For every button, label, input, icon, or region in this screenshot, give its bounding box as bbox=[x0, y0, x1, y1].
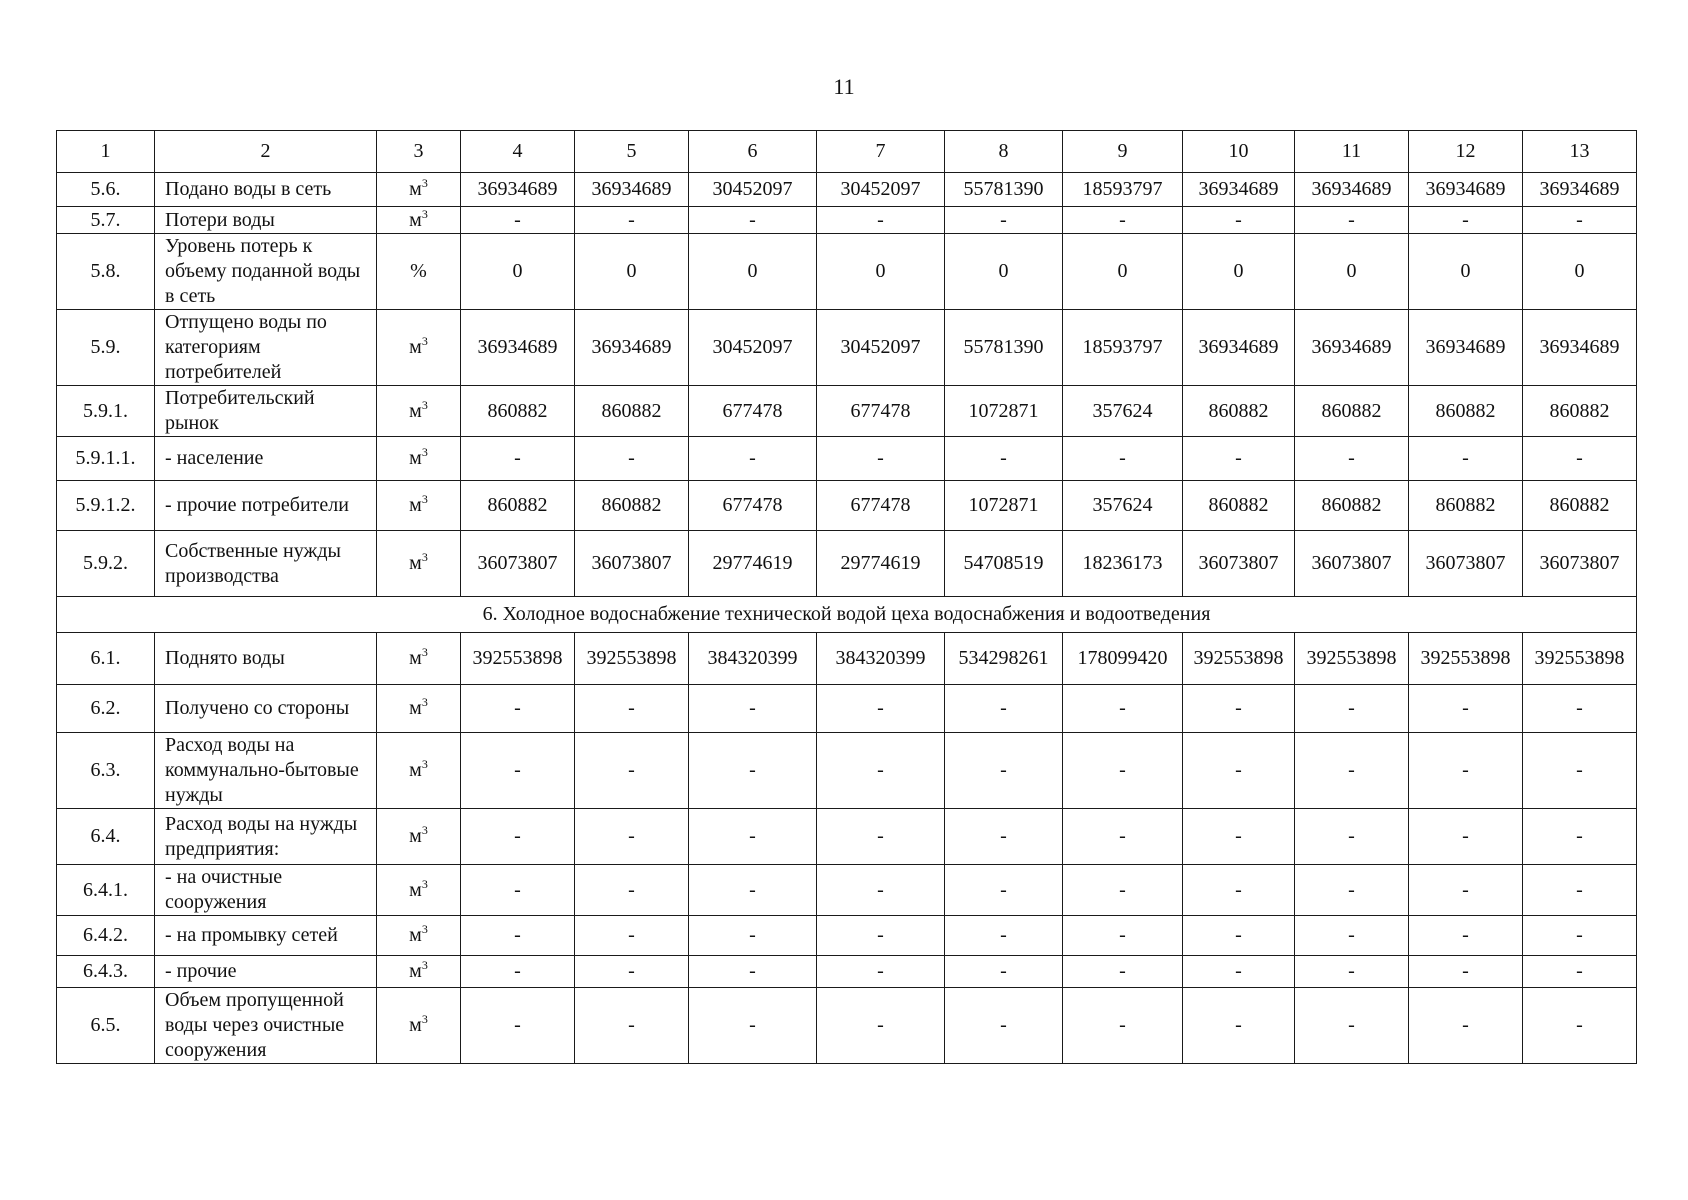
value-cell: - bbox=[945, 956, 1063, 988]
unit-text: м bbox=[409, 697, 422, 719]
row-unit bbox=[377, 207, 461, 234]
table-row bbox=[57, 173, 1637, 207]
value-cell: - bbox=[945, 733, 1063, 809]
header-row bbox=[57, 131, 1637, 173]
value-cell: 55781390 bbox=[945, 173, 1063, 207]
table-row bbox=[57, 386, 1637, 437]
value-cell: 860882 bbox=[1409, 386, 1523, 437]
value-cell: - bbox=[1063, 207, 1183, 234]
value-cell: - bbox=[689, 916, 817, 956]
value-cell: - bbox=[461, 437, 575, 481]
unit-text: м bbox=[409, 647, 422, 669]
row-code: 5.9.2. bbox=[57, 531, 155, 597]
value-cell: 36073807 bbox=[1409, 531, 1523, 597]
value-cell: - bbox=[1523, 865, 1637, 916]
row-unit bbox=[377, 988, 461, 1064]
value-cell: - bbox=[1063, 956, 1183, 988]
value-cell: 677478 bbox=[689, 386, 817, 437]
value-cell: - bbox=[1409, 916, 1523, 956]
value-cell: - bbox=[461, 956, 575, 988]
value-cell: - bbox=[817, 685, 945, 733]
value-cell: 0 bbox=[1063, 234, 1183, 310]
column-header: 12 bbox=[1409, 131, 1523, 173]
value-cell: 392553898 bbox=[1295, 633, 1409, 685]
value-cell: 860882 bbox=[461, 386, 575, 437]
row-code: 6.2. bbox=[57, 685, 155, 733]
row-unit bbox=[377, 916, 461, 956]
row-unit bbox=[377, 310, 461, 386]
column-header: 9 bbox=[1063, 131, 1183, 173]
value-cell: 18593797 bbox=[1063, 173, 1183, 207]
value-cell: 677478 bbox=[817, 386, 945, 437]
value-cell: - bbox=[1183, 865, 1295, 916]
value-cell: - bbox=[945, 437, 1063, 481]
value-cell: - bbox=[689, 437, 817, 481]
value-cell: - bbox=[1409, 809, 1523, 865]
value-cell: - bbox=[461, 988, 575, 1064]
column-header: 13 bbox=[1523, 131, 1637, 173]
unit-text: м bbox=[409, 494, 422, 516]
value-cell: 0 bbox=[945, 234, 1063, 310]
row-unit bbox=[377, 809, 461, 865]
column-header: 5 bbox=[575, 131, 689, 173]
value-cell: - bbox=[461, 685, 575, 733]
column-header: 4 bbox=[461, 131, 575, 173]
value-cell: - bbox=[1063, 685, 1183, 733]
row-code: 5.9. bbox=[57, 310, 155, 386]
value-cell: 0 bbox=[461, 234, 575, 310]
row-code: 5.8. bbox=[57, 234, 155, 310]
value-cell: 860882 bbox=[575, 386, 689, 437]
row-label: Уровень потерь к объему поданной воды в сеть bbox=[155, 234, 377, 310]
value-cell: - bbox=[945, 207, 1063, 234]
value-cell: - bbox=[461, 865, 575, 916]
row-label: Собственные нужды производства bbox=[155, 531, 377, 597]
column-header: 10 bbox=[1183, 131, 1295, 173]
unit-text: м bbox=[409, 759, 422, 781]
table-row bbox=[57, 988, 1637, 1064]
value-cell: 384320399 bbox=[817, 633, 945, 685]
unit-text: м bbox=[409, 178, 422, 200]
value-cell: - bbox=[817, 733, 945, 809]
unit-superscript: 3 bbox=[421, 176, 428, 190]
value-cell: 30452097 bbox=[689, 310, 817, 386]
row-label: Подано воды в сеть bbox=[155, 173, 377, 207]
unit-superscript: 3 bbox=[421, 958, 428, 972]
value-cell: - bbox=[1523, 956, 1637, 988]
unit-text: м bbox=[409, 1014, 422, 1036]
row-label: Потери воды bbox=[155, 207, 377, 234]
row-unit bbox=[377, 733, 461, 809]
unit-superscript: 3 bbox=[421, 757, 428, 771]
unit-superscript: 3 bbox=[421, 550, 428, 564]
row-code: 5.9.1. bbox=[57, 386, 155, 437]
value-cell: 0 bbox=[1295, 234, 1409, 310]
value-cell: 860882 bbox=[1183, 481, 1295, 531]
value-cell: 392553898 bbox=[575, 633, 689, 685]
value-cell: 1072871 bbox=[945, 481, 1063, 531]
row-code: 5.9.1.2. bbox=[57, 481, 155, 531]
value-cell: - bbox=[1523, 207, 1637, 234]
value-cell: - bbox=[575, 956, 689, 988]
row-unit bbox=[377, 865, 461, 916]
value-cell: - bbox=[1063, 809, 1183, 865]
value-cell: - bbox=[575, 865, 689, 916]
row-code: 5.6. bbox=[57, 173, 155, 207]
value-cell: 860882 bbox=[1409, 481, 1523, 531]
value-cell: - bbox=[817, 437, 945, 481]
unit-text: м bbox=[409, 825, 422, 847]
value-cell: 0 bbox=[817, 234, 945, 310]
row-unit bbox=[377, 234, 461, 310]
value-cell: - bbox=[1409, 956, 1523, 988]
unit-text: м bbox=[409, 336, 422, 358]
value-cell: - bbox=[575, 207, 689, 234]
value-cell: - bbox=[1063, 865, 1183, 916]
column-header: 2 bbox=[155, 131, 377, 173]
row-unit bbox=[377, 437, 461, 481]
row-unit bbox=[377, 685, 461, 733]
row-code: 5.7. bbox=[57, 207, 155, 234]
table-row bbox=[57, 310, 1637, 386]
row-label: - прочие bbox=[155, 956, 377, 988]
row-unit bbox=[377, 956, 461, 988]
value-cell: - bbox=[1523, 916, 1637, 956]
value-cell: - bbox=[817, 809, 945, 865]
value-cell: - bbox=[461, 207, 575, 234]
value-cell: 677478 bbox=[817, 481, 945, 531]
unit-text: м bbox=[409, 924, 422, 946]
table-row bbox=[57, 733, 1637, 809]
value-cell: - bbox=[575, 733, 689, 809]
value-cell: - bbox=[945, 916, 1063, 956]
value-cell: 36934689 bbox=[461, 173, 575, 207]
unit-superscript: 3 bbox=[421, 334, 428, 348]
row-label: Расход воды на нужды предприятия: bbox=[155, 809, 377, 865]
value-cell: - bbox=[575, 916, 689, 956]
table-row bbox=[57, 633, 1637, 685]
value-cell: 36934689 bbox=[1409, 310, 1523, 386]
unit-superscript: 3 bbox=[421, 823, 428, 837]
row-label: Отпущено воды по категориям потребителей bbox=[155, 310, 377, 386]
value-cell: - bbox=[575, 437, 689, 481]
row-label: Получено со стороны bbox=[155, 685, 377, 733]
value-cell: 36073807 bbox=[461, 531, 575, 597]
value-cell: 29774619 bbox=[817, 531, 945, 597]
value-cell: - bbox=[817, 988, 945, 1064]
value-cell: - bbox=[1523, 988, 1637, 1064]
table-row bbox=[57, 207, 1637, 234]
row-unit bbox=[377, 386, 461, 437]
value-cell: - bbox=[1409, 733, 1523, 809]
row-unit bbox=[377, 531, 461, 597]
unit-text: м bbox=[409, 208, 422, 231]
unit-superscript: 3 bbox=[421, 397, 428, 412]
value-cell: - bbox=[1063, 916, 1183, 956]
row-code: 5.9.1.1. bbox=[57, 437, 155, 481]
value-cell: - bbox=[575, 685, 689, 733]
unit-superscript: 3 bbox=[421, 1012, 428, 1026]
value-cell: - bbox=[689, 956, 817, 988]
value-cell: 178099420 bbox=[1063, 633, 1183, 685]
value-cell: 36073807 bbox=[1183, 531, 1295, 597]
value-cell: - bbox=[1183, 685, 1295, 733]
value-cell: 36073807 bbox=[1523, 531, 1637, 597]
value-cell: 0 bbox=[575, 234, 689, 310]
value-cell: - bbox=[945, 809, 1063, 865]
value-cell: 357624 bbox=[1063, 386, 1183, 437]
value-cell: - bbox=[1183, 916, 1295, 956]
column-header: 11 bbox=[1295, 131, 1409, 173]
value-cell: - bbox=[689, 685, 817, 733]
value-cell: 677478 bbox=[689, 481, 817, 531]
value-cell: - bbox=[1295, 988, 1409, 1064]
value-cell: 860882 bbox=[461, 481, 575, 531]
row-label: - прочие потребители bbox=[155, 481, 377, 531]
unit-superscript: 3 bbox=[421, 876, 428, 891]
unit-superscript: 3 bbox=[421, 206, 428, 221]
value-cell: 55781390 bbox=[945, 310, 1063, 386]
section-title: 6. Холодное водоснабжение технической водой цеха водоснабжения и водоотведения bbox=[57, 597, 1637, 633]
value-cell: 384320399 bbox=[689, 633, 817, 685]
value-cell: - bbox=[1295, 733, 1409, 809]
value-cell: 357624 bbox=[1063, 481, 1183, 531]
value-cell: - bbox=[1409, 685, 1523, 733]
unit-text: м bbox=[409, 552, 422, 574]
value-cell: - bbox=[1183, 733, 1295, 809]
value-cell: - bbox=[1183, 207, 1295, 234]
table-row bbox=[57, 531, 1637, 597]
value-cell: - bbox=[1063, 733, 1183, 809]
value-cell: - bbox=[461, 809, 575, 865]
row-code: 6.4.1. bbox=[57, 865, 155, 916]
value-cell: 54708519 bbox=[945, 531, 1063, 597]
value-cell: - bbox=[1523, 437, 1637, 481]
value-cell: - bbox=[1295, 916, 1409, 956]
value-cell: 392553898 bbox=[1409, 633, 1523, 685]
unit-superscript: 3 bbox=[421, 645, 428, 659]
unit-text: м bbox=[409, 960, 422, 982]
row-label: Объем пропущенной воды через очистные сооружения bbox=[155, 988, 377, 1064]
value-cell: - bbox=[1063, 988, 1183, 1064]
row-label: - на промывку сетей bbox=[155, 916, 377, 956]
column-header: 3 bbox=[377, 131, 461, 173]
value-cell: - bbox=[945, 685, 1063, 733]
unit-text: % bbox=[410, 260, 427, 282]
row-code: 6.4. bbox=[57, 809, 155, 865]
value-cell: - bbox=[689, 988, 817, 1064]
value-cell: - bbox=[945, 865, 1063, 916]
column-header: 7 bbox=[817, 131, 945, 173]
value-cell: - bbox=[689, 207, 817, 234]
value-cell: 1072871 bbox=[945, 386, 1063, 437]
row-unit bbox=[377, 173, 461, 207]
row-code: 6.3. bbox=[57, 733, 155, 809]
value-cell: - bbox=[1523, 685, 1637, 733]
value-cell: - bbox=[1063, 437, 1183, 481]
value-cell: - bbox=[817, 865, 945, 916]
value-cell: 29774619 bbox=[689, 531, 817, 597]
unit-superscript: 3 bbox=[421, 445, 428, 459]
page-number: 11 bbox=[833, 74, 855, 99]
value-cell: 36934689 bbox=[575, 310, 689, 386]
unit-text: м bbox=[409, 399, 422, 422]
value-cell: 392553898 bbox=[461, 633, 575, 685]
value-cell: 0 bbox=[689, 234, 817, 310]
row-code: 6.5. bbox=[57, 988, 155, 1064]
value-cell: 860882 bbox=[1183, 386, 1295, 437]
value-cell: 36934689 bbox=[1295, 173, 1409, 207]
value-cell: 36934689 bbox=[1183, 173, 1295, 207]
value-cell: - bbox=[817, 207, 945, 234]
value-cell: - bbox=[1295, 956, 1409, 988]
value-cell: 36073807 bbox=[575, 531, 689, 597]
unit-text: м bbox=[409, 878, 422, 901]
value-cell: 860882 bbox=[575, 481, 689, 531]
value-cell: - bbox=[945, 988, 1063, 1064]
value-cell: - bbox=[1295, 865, 1409, 916]
table-row bbox=[57, 916, 1637, 956]
value-cell: 18593797 bbox=[1063, 310, 1183, 386]
data-table bbox=[56, 130, 1637, 1064]
table-row bbox=[57, 809, 1637, 865]
value-cell: - bbox=[1295, 437, 1409, 481]
unit-superscript: 3 bbox=[421, 492, 428, 506]
value-cell: - bbox=[1523, 733, 1637, 809]
row-code: 6.1. bbox=[57, 633, 155, 685]
value-cell: 392553898 bbox=[1183, 633, 1295, 685]
value-cell: - bbox=[1409, 988, 1523, 1064]
value-cell: - bbox=[575, 809, 689, 865]
value-cell: 18236173 bbox=[1063, 531, 1183, 597]
value-cell: 36934689 bbox=[575, 173, 689, 207]
value-cell: 36934689 bbox=[1523, 173, 1637, 207]
unit-superscript: 3 bbox=[421, 695, 428, 709]
value-cell: 30452097 bbox=[817, 310, 945, 386]
unit-superscript: 3 bbox=[421, 922, 428, 936]
table-row bbox=[57, 685, 1637, 733]
value-cell: - bbox=[689, 865, 817, 916]
column-header: 1 bbox=[57, 131, 155, 173]
row-code: 6.4.2. bbox=[57, 916, 155, 956]
value-cell: 860882 bbox=[1523, 386, 1637, 437]
value-cell: 860882 bbox=[1295, 481, 1409, 531]
row-code: 6.4.3. bbox=[57, 956, 155, 988]
value-cell: 860882 bbox=[1295, 386, 1409, 437]
value-cell: - bbox=[1409, 865, 1523, 916]
value-cell: - bbox=[1295, 685, 1409, 733]
row-label: - на очистные сооружения bbox=[155, 865, 377, 916]
value-cell: 36934689 bbox=[1523, 310, 1637, 386]
value-cell: - bbox=[689, 733, 817, 809]
value-cell: 36934689 bbox=[1183, 310, 1295, 386]
table-row bbox=[57, 437, 1637, 481]
value-cell: 392553898 bbox=[1523, 633, 1637, 685]
table-row bbox=[57, 865, 1637, 916]
value-cell: - bbox=[461, 916, 575, 956]
value-cell: - bbox=[1409, 437, 1523, 481]
value-cell: 36073807 bbox=[1295, 531, 1409, 597]
value-cell: - bbox=[575, 988, 689, 1064]
row-unit bbox=[377, 481, 461, 531]
value-cell: - bbox=[1295, 207, 1409, 234]
table-body bbox=[57, 131, 1637, 1064]
table-row bbox=[57, 956, 1637, 988]
value-cell: 30452097 bbox=[817, 173, 945, 207]
row-label: Поднято воды bbox=[155, 633, 377, 685]
value-cell: - bbox=[1183, 988, 1295, 1064]
value-cell: 0 bbox=[1523, 234, 1637, 310]
unit-text: м bbox=[409, 447, 422, 469]
table-row bbox=[57, 481, 1637, 531]
value-cell: - bbox=[1183, 956, 1295, 988]
value-cell: 534298261 bbox=[945, 633, 1063, 685]
value-cell: - bbox=[817, 916, 945, 956]
value-cell: 36934689 bbox=[461, 310, 575, 386]
value-cell: - bbox=[1295, 809, 1409, 865]
value-cell: - bbox=[817, 956, 945, 988]
row-label: Расход воды на коммунально-бытовые нужды bbox=[155, 733, 377, 809]
value-cell: 36934689 bbox=[1295, 310, 1409, 386]
row-unit bbox=[377, 633, 461, 685]
value-cell: 0 bbox=[1183, 234, 1295, 310]
value-cell: - bbox=[461, 733, 575, 809]
value-cell: - bbox=[1409, 207, 1523, 234]
row-label: Потребительский рынок bbox=[155, 386, 377, 437]
row-label: - население bbox=[155, 437, 377, 481]
value-cell: - bbox=[1183, 437, 1295, 481]
column-header: 6 bbox=[689, 131, 817, 173]
section-row bbox=[57, 597, 1637, 633]
value-cell: 30452097 bbox=[689, 173, 817, 207]
value-cell: 0 bbox=[1409, 234, 1523, 310]
value-cell: - bbox=[1523, 809, 1637, 865]
column-header: 8 bbox=[945, 131, 1063, 173]
value-cell: 36934689 bbox=[1409, 173, 1523, 207]
value-cell: - bbox=[689, 809, 817, 865]
value-cell: - bbox=[1183, 809, 1295, 865]
value-cell: 860882 bbox=[1523, 481, 1637, 531]
table-row bbox=[57, 234, 1637, 310]
